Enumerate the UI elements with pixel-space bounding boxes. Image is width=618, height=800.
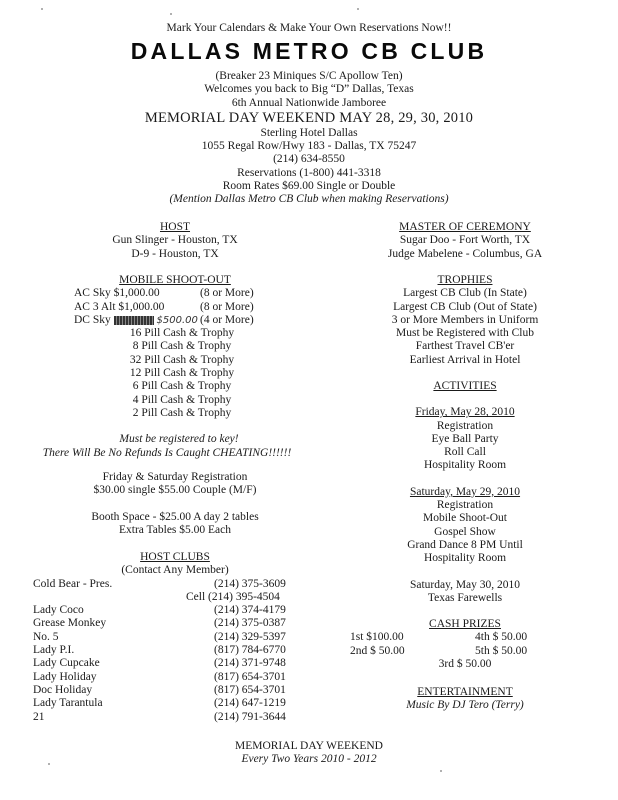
master-of-ceremony-section	[330, 221, 600, 261]
shootout-name: AC Sky $1,000.00	[74, 287, 160, 300]
member-list	[30, 578, 320, 724]
booth-space: Booth Space - $25.00 A day 2 tables	[91, 511, 259, 523]
member-name: 21	[33, 710, 45, 723]
entertainment-section	[330, 686, 600, 713]
activity-date: Friday, May 28, 2010	[415, 406, 515, 419]
activity-item: Registration	[436, 419, 494, 432]
cash-prizes-section	[330, 618, 600, 671]
shootout-row	[30, 287, 320, 300]
activity-item: Hospitality Room	[423, 552, 507, 565]
footer	[0, 740, 618, 767]
scan-speck	[41, 8, 43, 10]
activity-item: Registration	[436, 499, 494, 512]
venue-address: 1055 Regal Row/Hwy 183 - Dallas, TX 75247	[201, 140, 417, 153]
scan-speck	[170, 13, 172, 15]
member-row	[30, 631, 320, 644]
member-phone: (214) 375-0387	[214, 617, 286, 630]
member-name: No. 5	[33, 630, 59, 643]
crossed-out-amount	[114, 316, 154, 325]
trophy-item: 3 or More Members in Uniform	[391, 313, 539, 326]
trophy-item: Largest CB Club (In State)	[403, 287, 527, 300]
activity-item: Texas Farewells	[427, 591, 503, 604]
member-name: Lady Coco	[33, 604, 84, 617]
pill-item: 8 Pill Cash & Trophy	[132, 340, 232, 353]
cash-prizes-heading: CASH PRIZES	[429, 618, 501, 630]
trophy-item: Farthest Travel CB'er	[415, 340, 515, 353]
event-dates: MEMORIAL DAY WEEKEND MAY 28, 29, 30, 2010	[144, 109, 474, 126]
club-title: DALLAS METRO CB CLUB	[130, 38, 488, 64]
member-row	[30, 684, 320, 697]
member-name: Lady Tarantula	[33, 697, 103, 710]
pill-item: 12 Pill Cash & Trophy	[129, 367, 235, 380]
prize-item: 3rd $ 50.00	[438, 657, 492, 670]
activities-heading: ACTIVITIES	[433, 380, 497, 392]
entertainment-text: Music By DJ Tero (Terry)	[406, 699, 524, 712]
host-clubs-heading: HOST CLUBS	[140, 551, 210, 563]
member-row	[30, 697, 320, 710]
member-name: Doc Holiday	[33, 683, 93, 696]
registration-notice: Must be registered to key!	[119, 433, 239, 446]
member-name: Grease Monkey	[33, 617, 107, 630]
shootout-condition: (4 or More)	[200, 313, 254, 326]
handwritten-amount: $500.00	[156, 314, 198, 326]
trophy-item: Must be Registered with Club	[396, 327, 534, 340]
mc-item: Sugar Doo - Fort Worth, TX	[399, 234, 531, 247]
member-name: Lady Cupcake	[33, 657, 100, 670]
activity-item: Eye Ball Party	[431, 432, 499, 445]
member-phone: (214) 375-3609	[214, 577, 286, 590]
pill-item: 6 Pill Cash & Trophy	[132, 380, 232, 393]
jamboree-line: 6th Annual Nationwide Jamboree	[231, 96, 387, 109]
member-row	[30, 617, 320, 630]
prize-item: 5th $ 50.00	[475, 644, 528, 657]
prize-row	[330, 645, 600, 658]
shootout-heading: MOBILE SHOOT-OUT	[119, 274, 231, 286]
member-row	[30, 657, 320, 670]
activity-date: Saturday, May 29, 2010	[409, 485, 521, 498]
shootout-row	[30, 301, 320, 314]
pill-item: 4 Pill Cash & Trophy	[132, 393, 232, 406]
footer-title: MEMORIAL DAY WEEKEND	[234, 740, 383, 752]
trophy-item: Earliest Arrival in Hotel	[409, 353, 521, 366]
activity-item: Hospitality Room	[423, 459, 507, 472]
welcome-line: Welcomes you back to Big “D” Dallas, Texas	[204, 83, 414, 96]
registration-section	[30, 471, 320, 498]
entertainment-heading: ENTERTAINMENT	[417, 686, 513, 698]
activity-date: Saturday, May 30, 2010	[409, 578, 521, 591]
mc-heading: MASTER OF CEREMONY	[399, 221, 531, 233]
activity-item: Roll Call	[444, 446, 486, 459]
shootout-name	[74, 314, 198, 327]
registration-fees: $30.00 single $55.00 Couple (M/F)	[93, 484, 257, 497]
member-phone: Cell (214) 395-4504	[186, 590, 280, 603]
prize-item: 4th $ 50.00	[475, 631, 528, 644]
member-row	[30, 578, 320, 591]
trophy-item: Largest CB Club (Out of State)	[393, 300, 537, 313]
activity-item: Mobile Shoot-Out	[422, 512, 507, 525]
member-row	[30, 671, 320, 684]
registration-line: Friday & Saturday Registration	[102, 471, 248, 483]
member-phone: (817) 654-3701	[214, 670, 286, 683]
activity-item: Grand Dance 8 PM Until	[407, 538, 523, 551]
shootout-row	[30, 314, 320, 327]
shootout-name: AC 3 Alt $1,000.00	[74, 300, 165, 313]
trophies-section	[330, 274, 600, 367]
member-row	[30, 711, 320, 724]
host-clubs-section	[30, 551, 320, 724]
venue-name: Sterling Hotel Dallas	[260, 126, 358, 139]
member-phone: (817) 654-3701	[214, 683, 286, 696]
member-phone: (214) 329-5397	[214, 630, 286, 643]
reservation-note: (Mention Dallas Metro CB Club when making Reservations)	[169, 193, 449, 206]
member-phone: (214) 791-3644	[214, 710, 286, 723]
host-item: D-9 - Houston, TX	[131, 247, 219, 260]
event-header	[0, 70, 618, 207]
prize-item: 1st $100.00	[350, 631, 404, 644]
member-name: Cold Bear - Pres.	[33, 577, 113, 590]
scan-speck	[440, 770, 442, 772]
prize-row	[330, 631, 600, 644]
extra-tables: Extra Tables $5.00 Each	[118, 524, 232, 537]
mc-item: Judge Mabelene - Columbus, GA	[387, 247, 543, 260]
mobile-shootout-section	[30, 274, 320, 460]
member-name: Lady Holiday	[33, 670, 97, 683]
host-heading: HOST	[159, 221, 191, 233]
host-section	[30, 221, 320, 261]
breaker-line: (Breaker 23 Miniques S/C Apollow Ten)	[215, 70, 403, 82]
footer-subtitle: Every Two Years 2010 - 2012	[241, 753, 377, 766]
venue-phone: (214) 634-8550	[273, 153, 345, 166]
member-phone: (817) 784-6770	[214, 644, 286, 657]
tagline: Mark Your Calendars & Make Your Own Reservations Now!!	[166, 22, 452, 34]
shootout-name-prefix: DC Sky	[74, 313, 111, 326]
trophies-heading: TROPHIES	[437, 274, 493, 286]
member-row	[30, 604, 320, 617]
pill-item: 2 Pill Cash & Trophy	[132, 406, 232, 419]
member-phone: (214) 371-9748	[214, 657, 286, 670]
prize-item: 2nd $ 50.00	[350, 644, 405, 657]
shootout-condition: (8 or More)	[200, 300, 254, 313]
host-item: Gun Slinger - Houston, TX	[112, 234, 238, 247]
reservations-phone: Reservations (1-800) 441-3318	[237, 166, 381, 179]
activities-section	[330, 380, 600, 605]
booth-section	[30, 511, 320, 538]
activity-item: Gospel Show	[434, 525, 496, 538]
member-phone: (214) 647-1219	[214, 697, 286, 710]
member-row	[30, 644, 320, 657]
shootout-condition: (8 or More)	[200, 287, 254, 300]
scan-speck	[357, 8, 359, 10]
host-clubs-subheading: (Contact Any Member)	[121, 564, 229, 577]
pill-item: 16 Pill Cash & Trophy	[129, 327, 235, 340]
member-name: Lady P.I.	[33, 644, 75, 657]
member-phone: (214) 374-4179	[214, 604, 286, 617]
member-row	[30, 591, 320, 604]
pill-item: 32 Pill Cash & Trophy	[129, 353, 235, 366]
cheating-notice: There Will Be No Refunds Is Caught CHEATING!!!!!!	[42, 446, 292, 459]
room-rates: Room Rates $69.00 Single or Double	[222, 180, 396, 193]
